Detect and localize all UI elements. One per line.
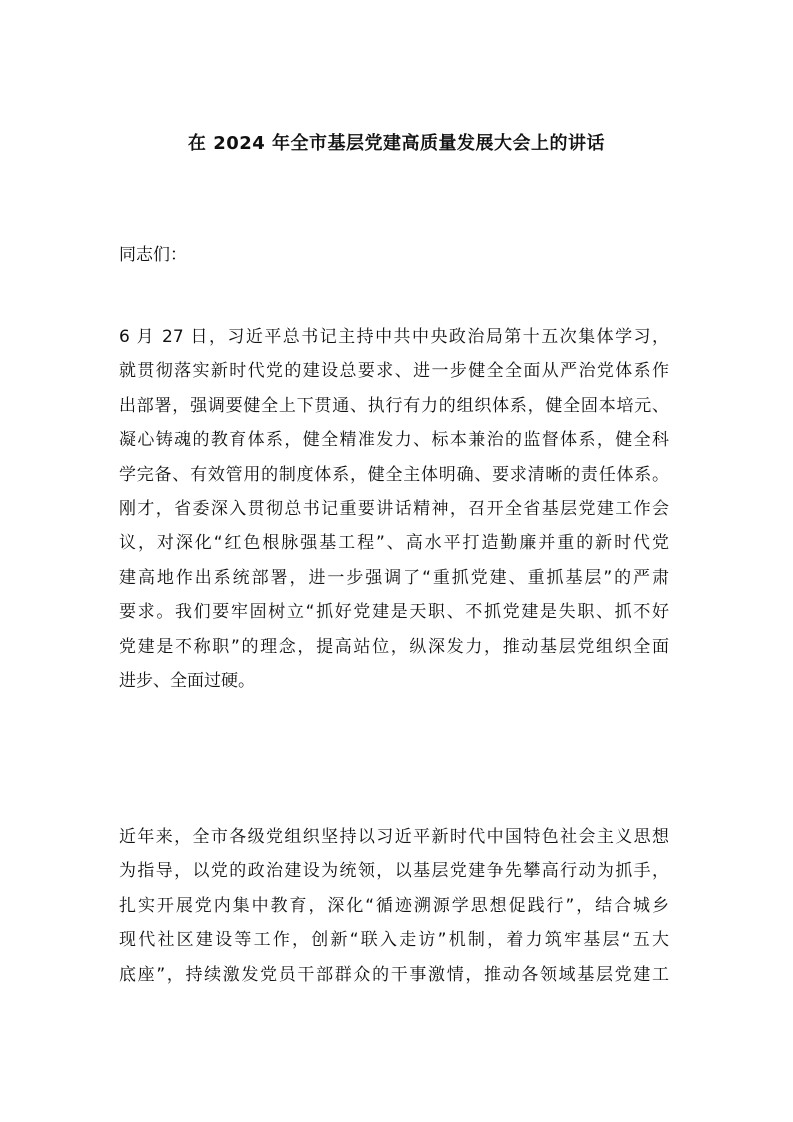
paragraph-line: 6 月 27 日，习近平总书记主持中共中央政治局第十五次集体学习， xyxy=(119,327,669,347)
paragraph-2 xyxy=(119,820,669,992)
paragraph-line: 就贯彻落实新时代党的建设总要求、进一步健全全面从严治党体系作 xyxy=(119,361,669,382)
paragraph-line: 为指导，以党的政治建设为统领，以基层党建争先攀高行动为抓手， xyxy=(119,861,669,882)
paragraph-line: 刚才，省委深入贯彻总书记重要讲话精神，召开全省基层党建工作会 xyxy=(119,498,669,519)
paragraph-line: 出部署，强调要健全上下贯通、执行有力的组织体系，健全固本培元、 xyxy=(119,395,669,416)
paragraph-line: 学完备、有效管用的制度体系，健全主体明确、要求清晰的责任体系。 xyxy=(119,464,669,485)
paragraph-line: 底座”，持续激发党员干部群众的干事激情，推动各领域基层党建工 xyxy=(119,964,669,985)
paragraph-line: 要求。我们要牢固树立“抓好党建是天职、不抓党建是失职、抓不好 xyxy=(119,602,669,623)
paragraph-line: 党建是不称职”的理念，提高站位，纵深发力，推动基层党组织全面 xyxy=(119,636,669,657)
paragraph-line: 凝心铸魂的教育体系，健全精准发力、标本兼治的监督体系，健全科 xyxy=(119,430,669,451)
paragraph-line: 进步、全面过硬。 xyxy=(119,670,255,691)
paragraph-line: 建高地作出系统部署，进一步强调了“重抓党建、重抓基层”的严肃 xyxy=(119,567,669,588)
paragraph-line: 现代社区建设等工作，创新“联入走访”机制，着力筑牢基层“五大 xyxy=(119,930,669,951)
salutation: 同志们： xyxy=(119,245,187,265)
paragraph-line: 近年来，全市各级党组织坚持以习近平新时代中国特色社会主义思想 xyxy=(119,827,669,847)
paragraph-line: 议，对深化“红色根脉强基工程”、高水平打造勤廉并重的新时代党 xyxy=(119,533,669,554)
page-title: 在 2024 年全市基层党建高质量发展大会上的讲话 xyxy=(187,133,606,154)
paragraph-line: 扎实开展党内集中教育，深化“循迹溯源学思想促践行”，结合城乡 xyxy=(119,895,669,916)
paragraph-1 xyxy=(119,320,669,698)
